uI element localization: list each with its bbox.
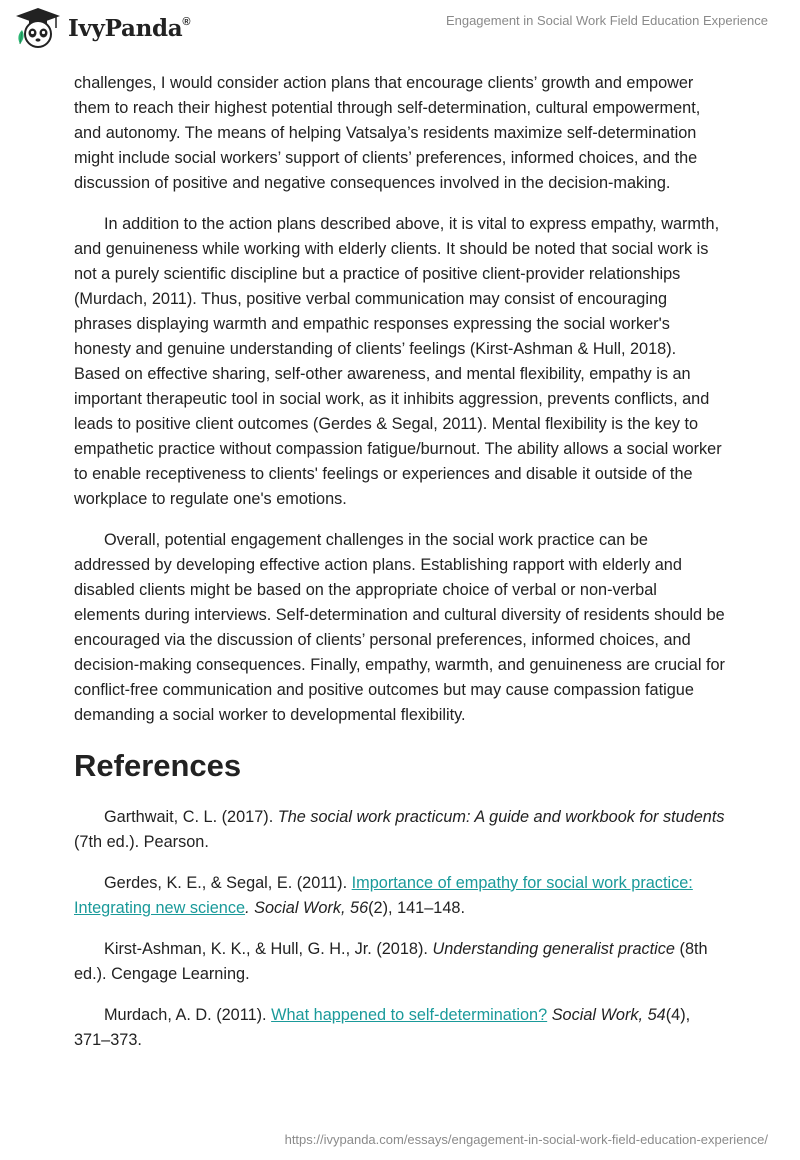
document-title: Engagement in Social Work Field Education Experience [445, 13, 768, 28]
footer-url[interactable]: https://ivypanda.com/essays/engagement-in-social-work-field-education-experience/ [284, 1132, 768, 1147]
paragraph-3: Overall, potential engagement challenges in the social work practice can be addressed by developing effective action plans. Establishing rapport with elderly and disabled clients might be based on the appropriate choice of verbal or non-verbal elements during interviews. Self-determination and cultural diversity of residents should be encouraged via the discussion of clients’ personal preferences, informed choices, and decision-making consequences. Finally, empathy, warmth, and genuineness are crucial for conflict-free communication and positive outcomes but may cause compassion fatigue demanding a social worker to developmental flexibility. [74, 531, 725, 724]
paragraph-1: challenges, I would consider action plans that encourage clients’ growth and empower them to reach their highest potential through self-determination, cultural empowerment, and autonomy. The means of helping Vatsalya’s residents maximize self-determination might include social workers’ support of clients’ preferences, informed choices, and the discussion of positive and negative consequences involved in the decision-making. [74, 74, 701, 192]
essay-content [74, 71, 726, 1069]
gerdes-article-link[interactable]: Importance of empathy for social work practice: Integrating new science [74, 874, 693, 917]
murdach-article-link[interactable]: What happened to self-determination? [271, 1006, 548, 1024]
reference-gerdes: Gerdes, K. E., & Segal, E. (2011). Importance of empathy for social work practice: Integrating new science. Social Work, 56(2), 141–148. [74, 874, 693, 917]
ivypanda-logo[interactable] [14, 6, 190, 50]
reference-kirst-ashman: Kirst-Ashman, K. K., & Hull, G. H., Jr. (2018). Understanding generalist practice (8th ed.). Cengage Learning. [74, 940, 708, 983]
reference-murdach: Murdach, A. D. (2011). What happened to self-determination? Social Work, 54(4), 371–373. [74, 1006, 691, 1049]
panda-graduate-icon [14, 6, 62, 50]
page-header [0, 0, 800, 60]
reference-garthwait: Garthwait, C. L. (2017). The social work practicum: A guide and workbook for students (7th ed.). Pearson. [74, 808, 725, 851]
references-heading: References [74, 748, 242, 783]
logo-wordmark: IvyPanda® [68, 14, 191, 42]
paragraph-2: In addition to the action plans described above, it is vital to express empathy, warmth, and genuineness while working with elderly clients. It should be noted that social work is not a purely scientific discipline but a practice of positive client-provider relationships (Murdach, 2011). Thus, positive verbal communication may consist of encouraging phrases displaying warmth and empathic responses expressing the social worker's honesty and genuine understanding of clients’ feelings (Kirst-Ashman & Hull, 2018). Based on effective sharing, self-other awareness, and mental flexibility, empathy is an important therapeutic tool in social work, as it inhibits aggression, prevents conflicts, and leads to positive client outcomes (Gerdes & Segal, 2011). Mental flexibility is the key to empathetic practice without compassion fatigue/burnout. The ability allows a social worker to enable receptiveness to clients' feelings or experiences and disable it outside of the workplace to regulate one's emotions. [74, 215, 722, 508]
